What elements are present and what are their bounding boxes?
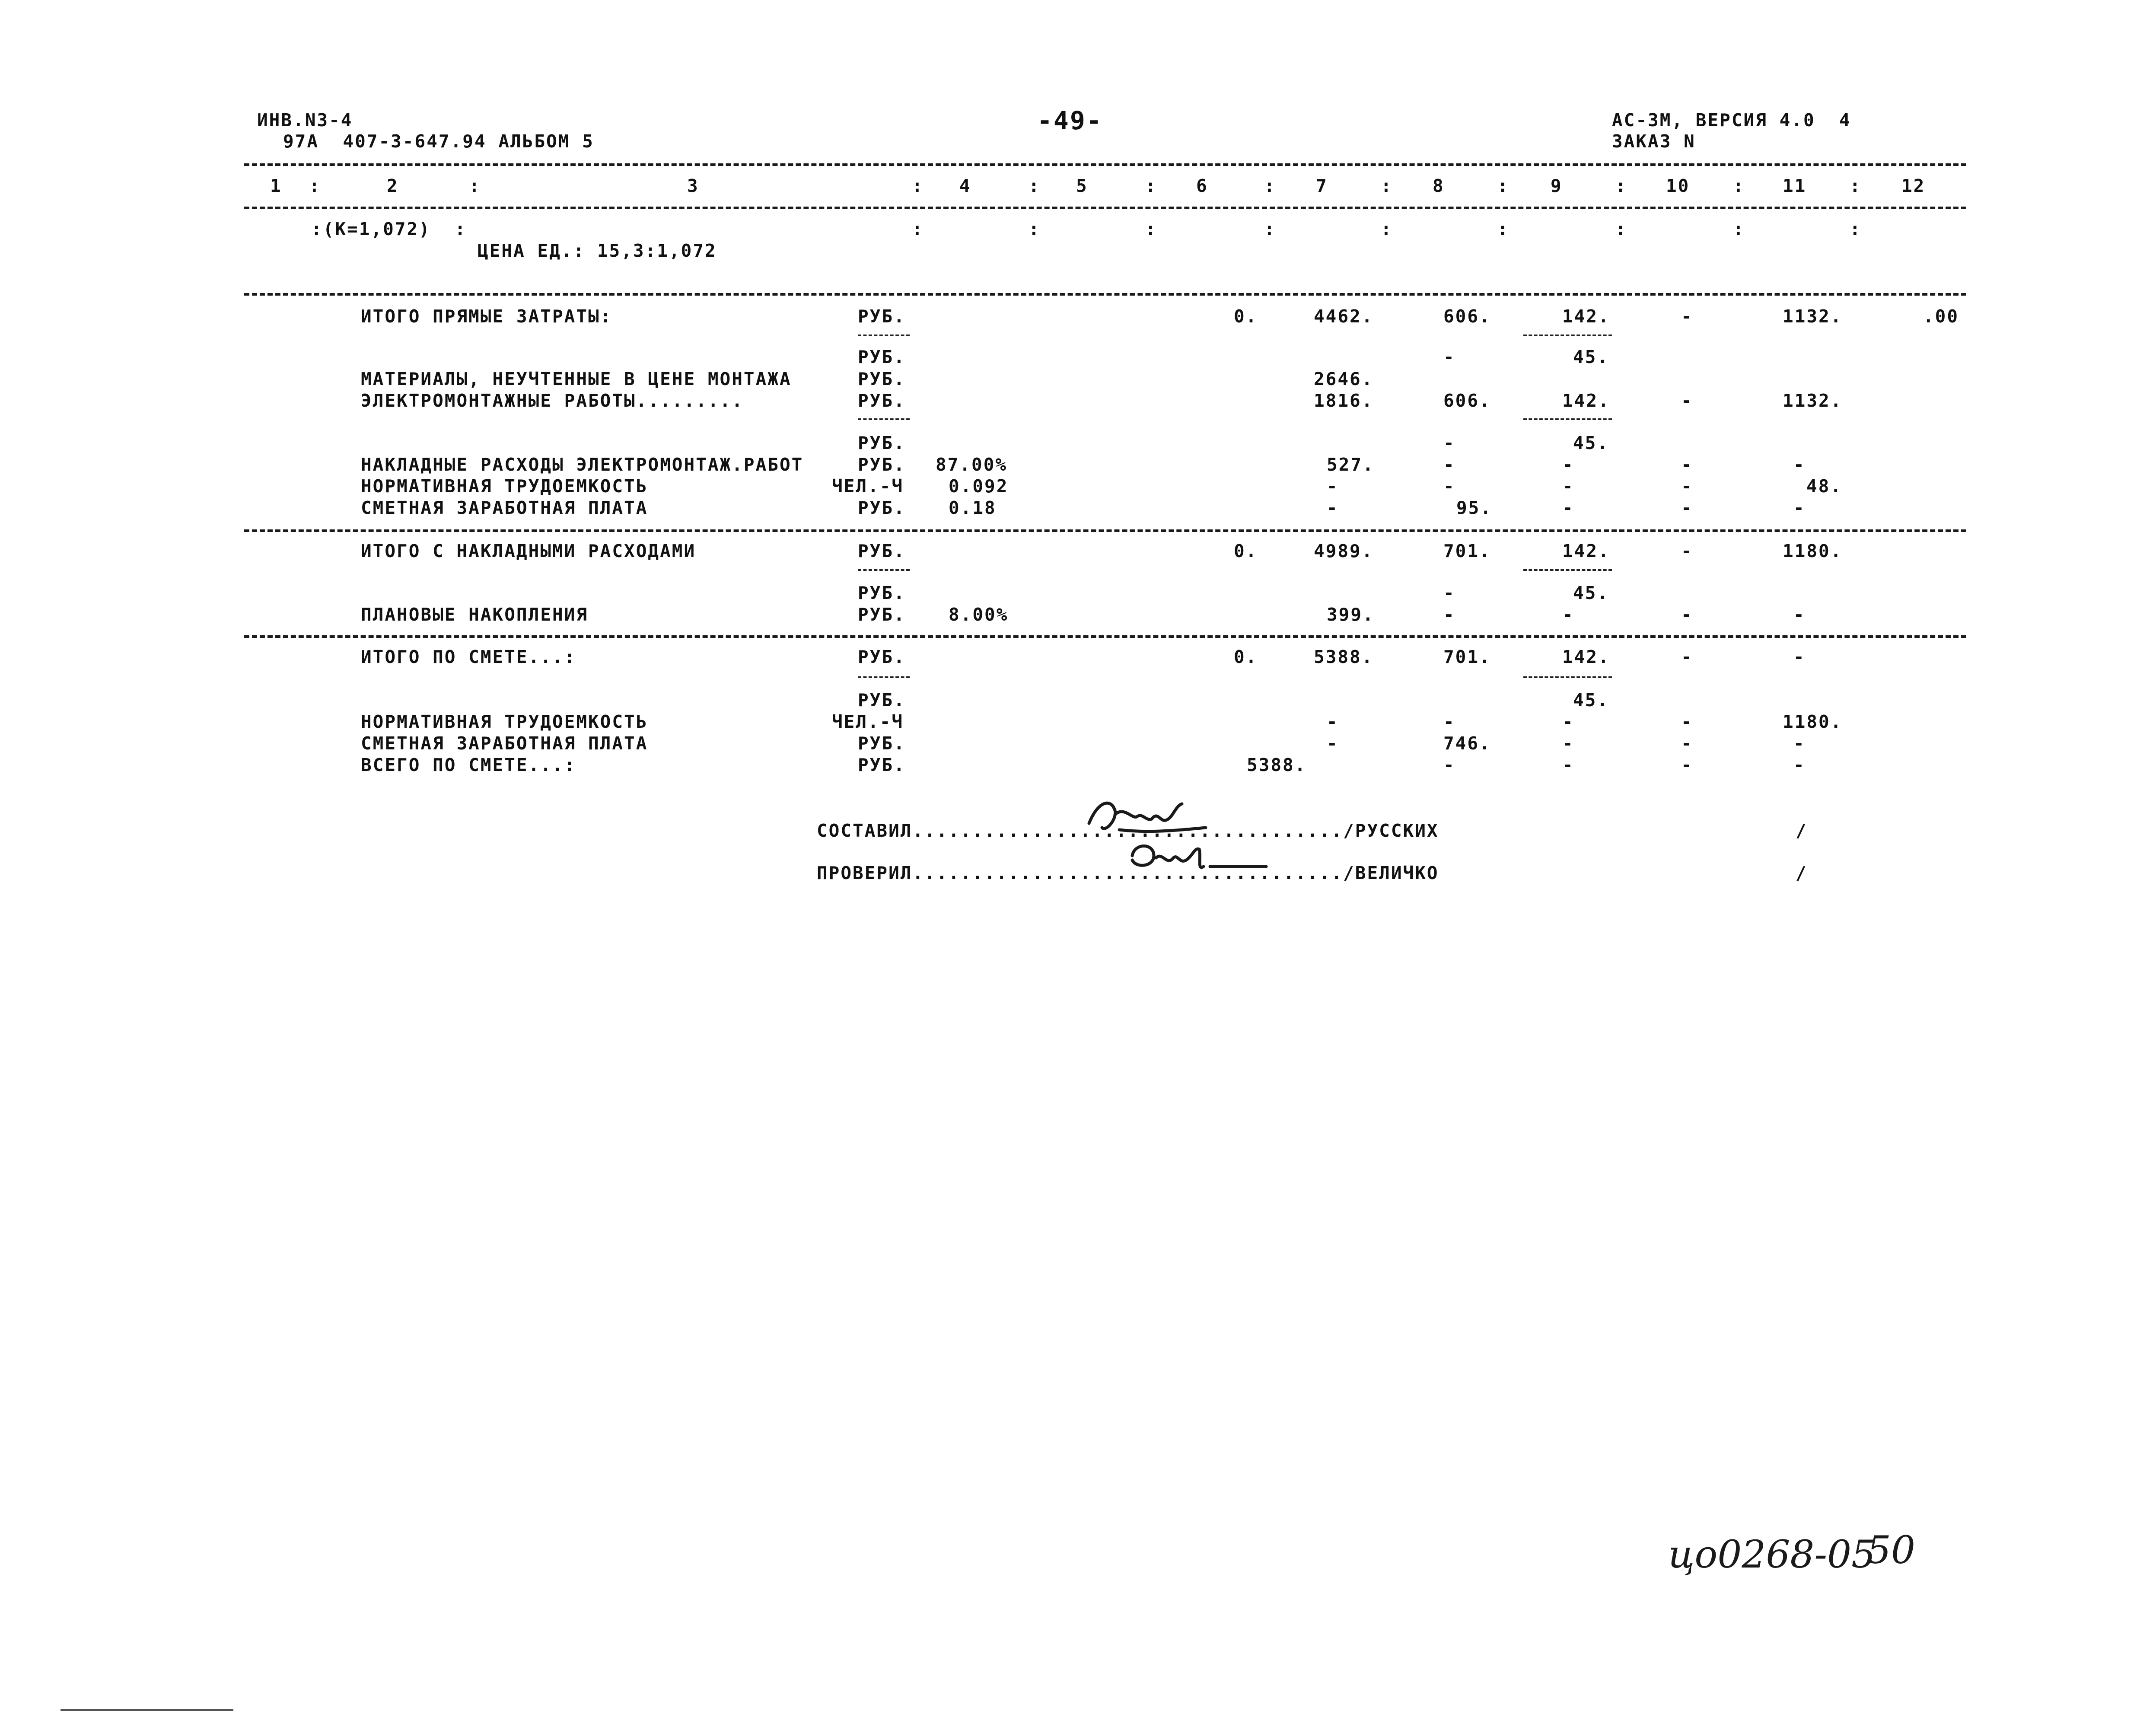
cell-col9: 45. [1573, 347, 1609, 367]
value-underline [1523, 676, 1612, 678]
col-header-2: 2 [387, 175, 399, 196]
cell-col10: - [1681, 390, 1693, 411]
col-header-8: 8 [1433, 175, 1445, 196]
cell-col9: - [1562, 604, 1574, 625]
header-bottom-rule [244, 207, 1966, 209]
row-unit: ЧЕЛ.-Ч [832, 711, 904, 732]
item-separators: : [1264, 219, 1276, 239]
row-label: ИТОГО ПО СМЕТЕ...: [361, 647, 576, 667]
cell-col10: - [1681, 733, 1693, 754]
cell-col9: - [1562, 711, 1574, 732]
row-label: ПЛАНОВЫЕ НАКОПЛЕНИЯ [361, 604, 588, 625]
cell-col4: 0.092 [949, 476, 1009, 497]
cell-col9: - [1562, 497, 1574, 518]
row-unit: РУБ. [858, 755, 906, 775]
col-separators: : [1029, 175, 1041, 196]
header-top-rule [244, 163, 1966, 166]
checked-slash: / [1796, 863, 1808, 883]
cell-col7: - [1327, 497, 1339, 518]
row-label: МАТЕРИАЛЫ, НЕУЧТЕННЫЕ В ЦЕНЕ МОНТАЖА [361, 369, 792, 389]
row-label: ИТОГО С НАКЛАДНЫМИ РАСХОДАМИ [361, 541, 696, 561]
cell-col8: - [1443, 604, 1455, 625]
cell-col9: 45. [1573, 583, 1609, 603]
unit-underline [858, 676, 910, 678]
cell-col7: 2646. [1314, 369, 1374, 389]
cell-col9: 142. [1562, 541, 1610, 561]
cell-col10: - [1681, 454, 1693, 475]
cell-col11: - [1793, 454, 1806, 475]
cell-col7: - [1327, 476, 1339, 497]
cell-col11: - [1793, 604, 1806, 625]
cell-col10: - [1681, 476, 1693, 497]
item-separators: : [1029, 219, 1041, 239]
item-separators: : [1497, 219, 1510, 239]
cell-col10: - [1681, 647, 1693, 667]
cell-col6: 5388. [1247, 755, 1307, 775]
compiled-by: СОСТАВИЛ..................................../РУССКИХ [817, 820, 1439, 841]
col-separators: : [309, 175, 321, 196]
value-underline [1523, 418, 1612, 420]
cell-col10: - [1681, 755, 1693, 775]
col-header-5: 5 [1076, 175, 1088, 196]
bottom-edge-line [61, 1709, 233, 1711]
col-header-10: 10 [1666, 175, 1690, 196]
row-label: ВСЕГО ПО СМЕТЕ...: [361, 755, 576, 775]
cell-col8: - [1443, 476, 1455, 497]
cell-col11: 1180. [1783, 711, 1843, 732]
cell-col11: 1180. [1783, 541, 1843, 561]
cell-col7: - [1327, 711, 1339, 732]
cell-col12: .00 [1923, 306, 1959, 327]
col-separators: : [912, 175, 924, 196]
col-header-1: 1 [270, 175, 282, 196]
cell-col8: - [1443, 755, 1455, 775]
row-label: НАКЛАДНЫЕ РАСХОДЫ ЭЛЕКТРОМОНТАЖ.РАБОТ [361, 454, 804, 475]
row-label: СМЕТНАЯ ЗАРАБОТНАЯ ПЛАТА [361, 733, 648, 754]
row-unit: РУБ. [858, 583, 906, 603]
item-separators: : [1615, 219, 1627, 239]
item-separators: : [1733, 219, 1745, 239]
section-rule [244, 635, 1966, 638]
cell-col7: 527. [1327, 454, 1375, 475]
row-unit: РУБ. [858, 690, 906, 711]
cell-col10: - [1681, 306, 1693, 327]
cell-col7: 5388. [1314, 647, 1374, 667]
col-separators: : [1264, 175, 1276, 196]
inventory-number: ИНВ.N3-4 [257, 110, 353, 131]
col-separators: : [1497, 175, 1510, 196]
cell-col8: - [1443, 347, 1455, 367]
col-separators: : [1733, 175, 1745, 196]
cell-col11: 1132. [1783, 390, 1843, 411]
unit-underline [858, 418, 910, 420]
row-unit: РУБ. [858, 454, 906, 475]
row-unit: ЧЕЛ.-Ч [832, 476, 904, 497]
order-number: ЗАКАЗ N [1612, 131, 1696, 152]
unit-underline [858, 335, 910, 336]
value-underline [1523, 335, 1612, 336]
cell-col7: 399. [1327, 604, 1375, 625]
cell-col9: - [1562, 476, 1574, 497]
item-separators: : [1850, 219, 1862, 239]
cell-col4: 87.00% [936, 454, 1008, 475]
cell-col8: - [1443, 454, 1455, 475]
cell-col8: 606. [1443, 306, 1491, 327]
col-header-7: 7 [1316, 175, 1328, 196]
cell-col8: 701. [1443, 541, 1491, 561]
cell-col7: 4989. [1314, 541, 1374, 561]
col-separators: : [1381, 175, 1393, 196]
section-rule [244, 293, 1966, 296]
cell-col9: 142. [1562, 306, 1610, 327]
item-separators: : [1145, 219, 1157, 239]
col-separators: : [469, 175, 481, 196]
cell-col8: - [1443, 711, 1455, 732]
cell-col10: - [1681, 497, 1693, 518]
checked-by: ПРОВЕРИЛ..................................../ВЕЛИЧКО [817, 863, 1439, 883]
col-header-3: 3 [687, 175, 699, 196]
row-unit: РУБ. [858, 369, 906, 389]
col-header-11: 11 [1783, 175, 1807, 196]
cell-col6: 0. [1234, 647, 1258, 667]
cell-col8: 701. [1443, 647, 1491, 667]
cell-col9: - [1562, 755, 1574, 775]
row-unit: РУБ. [858, 306, 906, 327]
cell-col9: - [1562, 733, 1574, 754]
cell-col7: 4462. [1314, 306, 1374, 327]
cell-col11: - [1793, 733, 1806, 754]
cell-col6: 0. [1234, 306, 1258, 327]
col-header-6: 6 [1196, 175, 1208, 196]
row-label: ЭЛЕКТРОМОНТАЖНЫЕ РАБОТЫ......... [361, 390, 744, 411]
row-unit: РУБ. [858, 541, 906, 561]
unit-price: ЦЕНА ЕД.: 15,3:1,072 [478, 240, 717, 261]
row-unit: РУБ. [858, 647, 906, 667]
col-header-4: 4 [959, 175, 971, 196]
item-separators: : [1381, 219, 1393, 239]
row-unit: РУБ. [858, 433, 906, 453]
row-unit: РУБ. [858, 604, 906, 625]
unit-underline [858, 569, 910, 571]
coefficient: :(К=1,072) : [311, 219, 467, 239]
cell-col11: - [1793, 647, 1806, 667]
cell-col9: 45. [1573, 433, 1609, 453]
row-label: СМЕТНАЯ ЗАРАБОТНАЯ ПЛАТА [361, 497, 648, 518]
cell-col10: - [1681, 711, 1693, 732]
page-number: -49- [1037, 106, 1103, 135]
cell-col8: 746. [1443, 733, 1491, 754]
cell-col7: 1816. [1314, 390, 1374, 411]
cell-col4: 0.18 [949, 497, 997, 518]
document-code: 97А 407-3-647.94 АЛЬБОМ 5 [283, 131, 594, 152]
cell-col10: - [1681, 541, 1693, 561]
system-version: АС-3М, ВЕРСИЯ 4.0 4 [1612, 110, 1851, 131]
section-rule [244, 529, 1966, 532]
row-label: НОРМАТИВНАЯ ТРУДОЕМКОСТЬ [361, 476, 648, 497]
row-label: НОРМАТИВНАЯ ТРУДОЕМКОСТЬ [361, 711, 648, 732]
cell-col9: 142. [1562, 390, 1610, 411]
compiled-slash: / [1796, 820, 1808, 841]
handwritten-page-number: 50 [1867, 1528, 1915, 1572]
cell-col10: - [1681, 604, 1693, 625]
cell-col7: - [1327, 733, 1339, 754]
cell-col8: 606. [1443, 390, 1491, 411]
row-unit: РУБ. [858, 733, 906, 754]
cell-col6: 0. [1234, 541, 1258, 561]
cell-col8: 95. [1456, 497, 1493, 518]
cell-col4: 8.00% [949, 604, 1009, 625]
value-underline [1523, 569, 1612, 571]
cell-col9: 45. [1573, 690, 1609, 711]
col-separators: : [1145, 175, 1157, 196]
signature-compiled [1085, 793, 1214, 841]
cell-col8: - [1443, 433, 1455, 453]
row-unit: РУБ. [858, 347, 906, 367]
cell-col9: 142. [1562, 647, 1610, 667]
row-label: ИТОГО ПРЯМЫЕ ЗАТРАТЫ: [361, 306, 612, 327]
handwritten-archive-code: цо0268-05 [1668, 1532, 1876, 1577]
cell-col11: - [1793, 755, 1806, 775]
col-header-9: 9 [1551, 175, 1563, 196]
row-unit: РУБ. [858, 497, 906, 518]
signature-checked [1124, 836, 1271, 879]
item-separators: : [912, 219, 924, 239]
cell-col9: - [1562, 454, 1574, 475]
col-separators: : [1850, 175, 1862, 196]
cell-col11: - [1793, 497, 1806, 518]
row-unit: РУБ. [858, 390, 906, 411]
cell-col8: - [1443, 583, 1455, 603]
cell-col11: 1132. [1783, 306, 1843, 327]
col-separators: : [1615, 175, 1627, 196]
cell-col11: 48. [1806, 476, 1843, 497]
col-header-12: 12 [1901, 175, 1926, 196]
